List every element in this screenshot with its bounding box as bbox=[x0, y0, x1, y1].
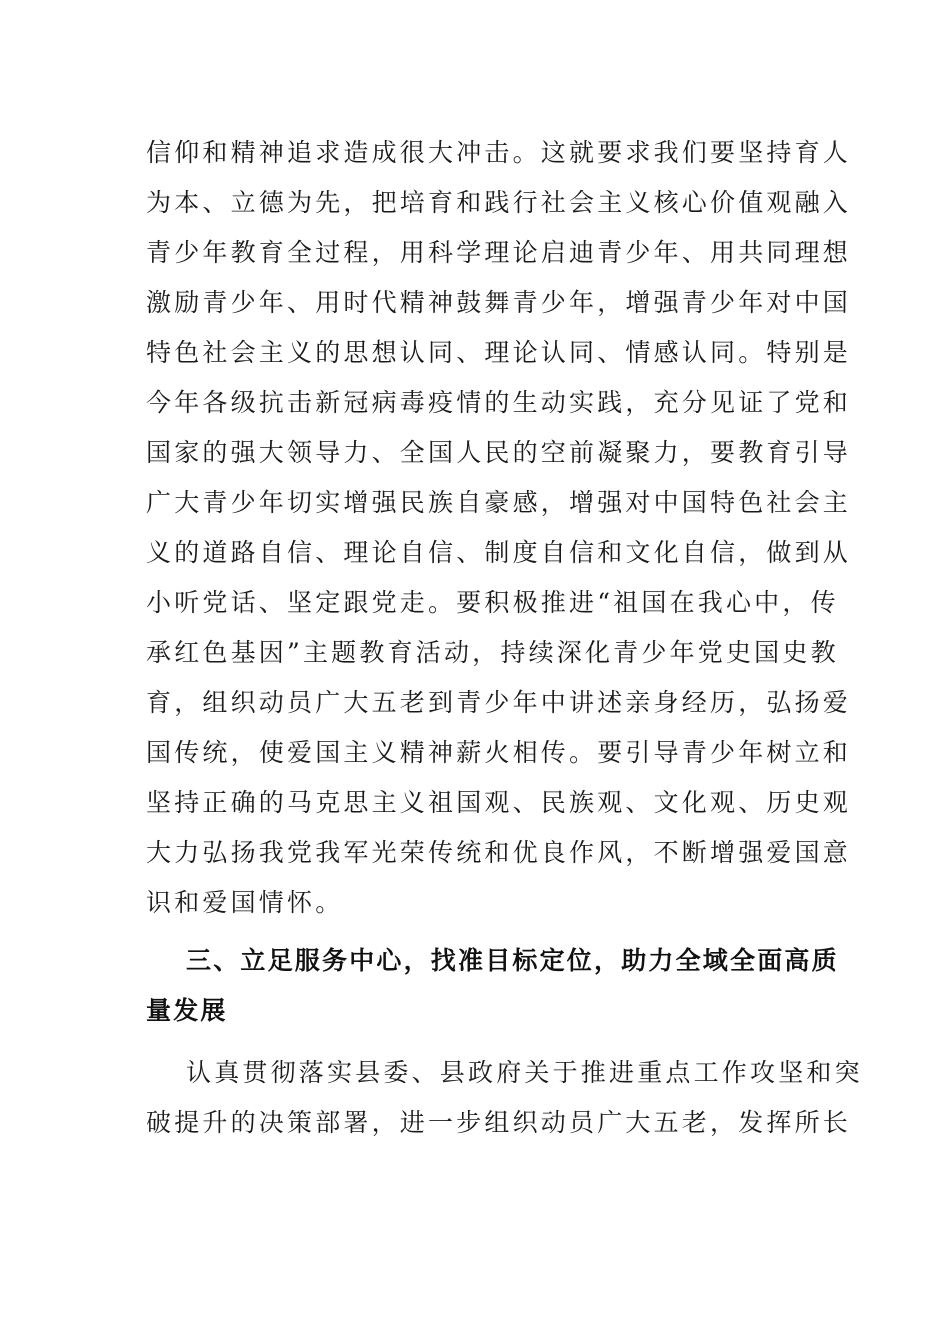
text-line: 破提升的决策部署，进一步组织动员广大五老，发挥所长 bbox=[146, 1108, 852, 1137]
section-heading bbox=[146, 936, 839, 1036]
text-line: 广大青少年切实增强民族自豪感，增强对中国特色社会主 bbox=[146, 488, 852, 517]
text-line: 育，组织动员广大五老到青少年中讲述亲身经历，弘扬爱 bbox=[146, 688, 852, 717]
text-line: 特色社会主义的思想认同、理论认同、情感认同。特别是 bbox=[146, 338, 852, 367]
heading-line: 三、立足服务中心，找准目标定位，助力全域全面高质 bbox=[186, 946, 839, 975]
text-line: 坚持正确的马克思主义祖国观、民族观、文化观、历史观 bbox=[146, 788, 852, 817]
text-line: 国传统，使爱国主义精神薪火相传。要引导青少年树立和 bbox=[146, 738, 852, 767]
body-paragraph-2 bbox=[146, 1048, 863, 1148]
text-line: 今年各级抗击新冠病毒疫情的生动实践，充分见证了党和 bbox=[146, 388, 852, 417]
text-line: 义的道路自信、理论自信、制度自信和文化自信，做到从 bbox=[146, 538, 852, 567]
text-line: 识和爱国情怀。 bbox=[146, 888, 344, 917]
text-line: 青少年教育全过程，用科学理论启迪青少年、用共同理想 bbox=[146, 238, 852, 267]
text-line: 认真贯彻落实县委、县政府关于推进重点工作攻坚和突 bbox=[186, 1058, 863, 1087]
body-paragraph-1 bbox=[146, 128, 852, 928]
text-line: 为本、立德为先，把培育和践行社会主义核心价值观融入 bbox=[146, 188, 852, 217]
text-line: 承红色基因”主题教育活动，持续深化青少年党史国史教 bbox=[146, 638, 839, 667]
text-line: 信仰和精神追求造成很大冲击。这就要求我们要坚持育人 bbox=[146, 138, 852, 167]
text-line: 小听党话、坚定跟党走。要积极推进“祖国在我心中，传 bbox=[146, 588, 839, 617]
text-line: 激励青少年、用时代精神鼓舞青少年，增强青少年对中国 bbox=[146, 288, 852, 317]
heading-line: 量发展 bbox=[146, 996, 228, 1025]
text-line: 大力弘扬我党我军光荣传统和优良作风，不断增强爱国意 bbox=[146, 838, 852, 867]
text-line: 国家的强大领导力、全国人民的空前凝聚力，要教育引导 bbox=[146, 438, 852, 467]
